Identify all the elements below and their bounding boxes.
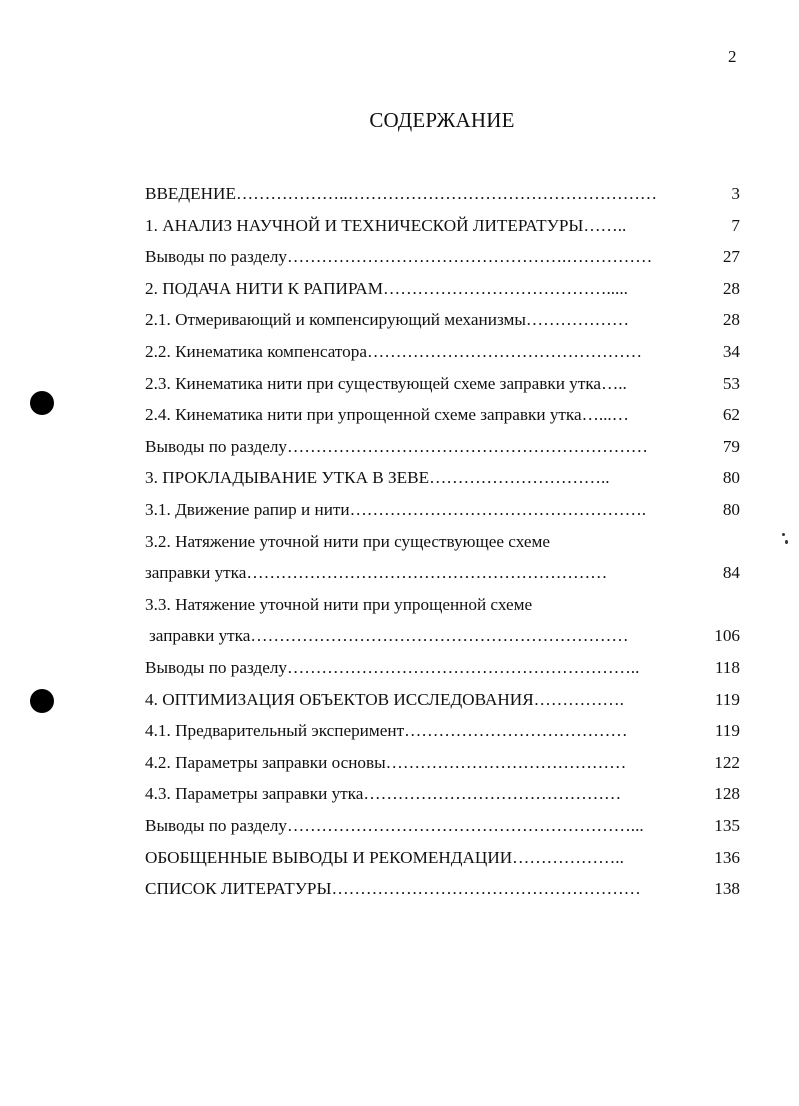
toc-entry-page: 122 <box>714 752 740 772</box>
toc-entry-page: 80 <box>722 500 740 519</box>
toc-entry <box>0 780 799 808</box>
toc-entry-page: 135 <box>714 816 740 835</box>
toc-entry-title: 3.2. Натяжение уточной нити при существующее схеме <box>145 531 550 551</box>
toc-entry-page: 80 <box>722 468 740 488</box>
toc-entry-title: Выводы по разделу……………………………………………………… <box>145 436 648 456</box>
toc-entry <box>0 243 799 271</box>
toc-entry-title: 4. ОПТИМИЗАЦИЯ ОБЪЕКТОВ ИССЛЕДОВАНИЯ……………. <box>145 689 624 709</box>
toc-entry-page: 119 <box>714 689 740 709</box>
scan-speck <box>782 533 785 536</box>
toc-entry <box>0 717 799 745</box>
toc-entry-title: 3.3. Натяжение уточной нити при упрощенной схеме <box>145 594 533 614</box>
toc-entry-page: 79 <box>722 436 740 456</box>
toc-entry <box>0 275 799 303</box>
toc-entry <box>0 496 799 524</box>
toc-entry-title: 2.4. Кинематика нити при упрощенной схеме заправки утка…...… <box>145 405 629 425</box>
toc-entry-page: 7 <box>731 215 740 235</box>
toc-entry-title: заправки утка……………………………………………………… <box>145 563 608 583</box>
toc-entry-page: 28 <box>722 310 740 330</box>
toc-entry-title: 3. ПРОКЛАДЫВАНИЕ УТКА В ЗЕВЕ………………………….. <box>145 468 610 488</box>
toc-entry-title: 4.2. Параметры заправки основы…………………………………… <box>145 752 627 772</box>
punch-hole-top <box>30 391 54 415</box>
toc-entry <box>0 464 799 492</box>
toc-entry-title: СПИСОК ЛИТЕРАТУРЫ……………………………………………… <box>145 879 641 899</box>
toc-entry-title: 2.2. Кинематика компенсатора………………………………………… <box>145 342 643 361</box>
toc-entry-page: 53 <box>722 373 740 393</box>
toc-entry-title: ВВЕДЕНИЕ………………..……………………………………………… <box>145 184 658 203</box>
toc-entry <box>0 433 799 461</box>
toc-entry <box>0 875 799 903</box>
toc-entry <box>0 180 799 208</box>
toc-entry <box>0 749 799 777</box>
toc-entry <box>0 370 799 398</box>
toc-entry <box>0 686 799 714</box>
toc-entry-title: 2.1. Отмеривающий и компенсирующий механизмы……………… <box>145 310 630 330</box>
toc-entry <box>0 622 799 650</box>
toc-entry-title: 4.3. Параметры заправки утка……………………………………… <box>145 784 622 804</box>
toc-entry-title: заправки утка………………………………………………………… <box>149 626 629 646</box>
toc-entry <box>0 591 799 619</box>
toc-entry-title: 4.1. Предварительный эксперимент………………………………… <box>145 721 628 741</box>
toc-entry-page: 62 <box>722 405 740 425</box>
toc-entry <box>0 844 799 872</box>
toc-entry <box>0 654 799 682</box>
scan-speck <box>785 540 788 544</box>
toc-entry <box>0 812 799 840</box>
toc-entry <box>0 338 799 366</box>
toc-entry-title: Выводы по разделу…………………………………………………….. <box>145 658 640 677</box>
toc-entry <box>0 212 799 240</box>
toc-entry <box>0 306 799 334</box>
toc-entry <box>0 401 799 429</box>
toc-entry-page: 34 <box>722 342 740 361</box>
toc-entry-title: ОБОБЩЕННЫЕ ВЫВОДЫ И РЕКОМЕНДАЦИИ……………….. <box>145 847 624 867</box>
toc-entry-page: 3 <box>731 184 740 203</box>
page-number: 2 <box>728 47 737 66</box>
toc-entry-title: 1. АНАЛИЗ НАУЧНОЙ И ТЕХНИЧЕСКОЙ ЛИТЕРАТУРЫ…….. <box>145 215 627 235</box>
toc-entry-page: 118 <box>714 658 740 677</box>
punch-hole-bottom <box>30 689 54 713</box>
toc-entry <box>0 528 799 556</box>
toc-entry-title: 2. ПОДАЧА НИТИ К РАПИРАМ…………………………………..... <box>145 278 628 298</box>
toc-entry-page: 136 <box>714 847 740 867</box>
toc-entry-title: Выводы по разделу……………………………………………………... <box>145 816 644 835</box>
page-title: СОДЕРЖАНИЕ <box>369 108 515 132</box>
toc-entry-page: 106 <box>714 626 740 646</box>
toc-entry-page: 138 <box>714 879 740 899</box>
toc-entry-title: Выводы по разделу………………………………………….…………… <box>145 247 653 267</box>
toc-entry-page: 27 <box>722 247 740 267</box>
toc-entry-page: 84 <box>722 563 740 583</box>
toc-entry-title: 3.1. Движение рапир и нити……………………………………………. <box>145 500 647 519</box>
toc-entry-page: 119 <box>714 721 740 741</box>
toc-entry-page: 28 <box>722 278 740 298</box>
toc-entry-page: 128 <box>714 784 740 804</box>
toc-entry-title: 2.3. Кинематика нити при существующей схеме заправки утка….. <box>145 373 627 393</box>
toc-entry <box>0 559 799 587</box>
